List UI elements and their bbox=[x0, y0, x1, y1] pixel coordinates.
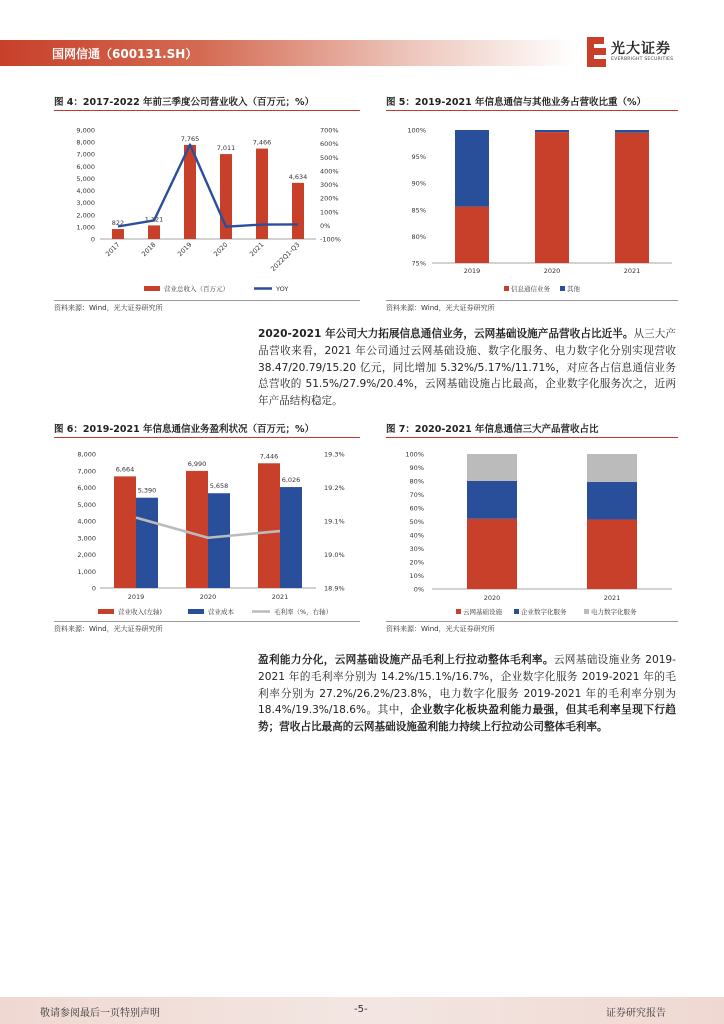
y-axis-tick-label: 80% bbox=[411, 232, 426, 241]
x-axis-tick-label: 2020 bbox=[199, 593, 217, 601]
legend-label-enterprise-digital: 企业数字化服务 bbox=[521, 608, 567, 616]
y2-axis-tick-label: 700% bbox=[320, 126, 339, 135]
bar-segment-other bbox=[615, 130, 649, 133]
bar-data-label: 6,664 bbox=[115, 465, 135, 474]
legend-swatch-power-digital bbox=[584, 609, 589, 614]
legend-label-cost: 营业成本 bbox=[208, 608, 234, 616]
y2-axis-tick-label: 300% bbox=[320, 181, 339, 189]
bar-data-label: 7,466 bbox=[252, 138, 272, 147]
fig6-chart bbox=[54, 440, 364, 620]
y-axis-tick-label: 6,000 bbox=[77, 484, 96, 492]
y-axis-tick-label: 2,000 bbox=[76, 211, 95, 220]
fig5-chart bbox=[386, 112, 678, 302]
x-axis-tick-label: 2021 bbox=[623, 267, 641, 275]
fig6-bottom-rule bbox=[54, 621, 360, 622]
fig7-title-rule bbox=[386, 437, 678, 438]
paragraph-product-revenue-body: 从三大产品营收来看，2021 年公司通过云网基础设施、数字化服务、电力数字化分别实现营收 38.47/20.79/15.20 亿元，同比增加 5.32%/5.17%/11.71%，对应各占信息通信业务总营收的 51.5%/27.9%/20.4%，云网基础设施占比最高，企业数字化服务次之，近两年产品结构稳定。 bbox=[258, 328, 676, 408]
legend-swatch-revenue bbox=[98, 609, 114, 614]
bar-segment-power-digital bbox=[467, 454, 517, 481]
x-axis-tick-label: 2020 bbox=[483, 594, 501, 602]
y2-axis-tick-label: 19.2% bbox=[324, 484, 345, 492]
x-axis-tick-label: 2017 bbox=[104, 240, 122, 259]
x-axis-tick-label: 2019 bbox=[176, 240, 194, 259]
bar-data-label: 822 bbox=[111, 219, 125, 228]
y-axis-tick-label: 7,000 bbox=[77, 467, 96, 476]
bar-segment-power-digital bbox=[587, 454, 637, 482]
fig6-source: 资料来源：Wind，光大证券研究所 bbox=[54, 625, 163, 633]
bar-data-label: 5,390 bbox=[137, 486, 157, 495]
y2-axis-tick-label: 200% bbox=[320, 194, 339, 203]
y-axis-tick-label: 60% bbox=[409, 504, 424, 513]
bar-data-label: 4,634 bbox=[288, 172, 308, 181]
logo-mark-icon bbox=[587, 37, 607, 67]
bar-segment-other bbox=[455, 130, 489, 207]
footer-page-number: -5- bbox=[354, 1004, 368, 1015]
legend-swatch-other bbox=[560, 286, 565, 291]
y2-axis-tick-label: 0% bbox=[320, 221, 331, 230]
y2-axis-tick-label: 18.9% bbox=[324, 584, 345, 593]
logo-text-cn: 光大证券 bbox=[611, 41, 671, 57]
fig7-title: 图 7：2020-2021 年信息通信三大产品营收占比 bbox=[386, 424, 599, 435]
y2-axis-tick-label: 600% bbox=[320, 140, 339, 149]
logo-text-en: EVERBRIGHT SECURITIES bbox=[611, 57, 674, 62]
fig5-source: 资料来源：Wind，光大证券研究所 bbox=[386, 304, 495, 312]
legend-swatch-ict bbox=[504, 286, 509, 291]
fig5-bottom-rule bbox=[386, 300, 678, 301]
y-axis-tick-label: 4,000 bbox=[77, 517, 96, 526]
y-axis-tick-label: 7,000 bbox=[76, 150, 95, 159]
x-axis-tick-label: 2020 bbox=[543, 267, 561, 275]
y-axis-tick-label: 0 bbox=[90, 235, 95, 244]
footer-report-type: 证券研究报告 bbox=[606, 1008, 666, 1019]
bar-cost bbox=[208, 493, 230, 588]
legend-swatch-cost bbox=[188, 609, 204, 614]
line-yoy bbox=[118, 145, 298, 227]
fig7-source: 资料来源：Wind，光大证券研究所 bbox=[386, 625, 495, 633]
y-axis-tick-label: 40% bbox=[409, 531, 424, 540]
y-axis-tick-label: 90% bbox=[411, 179, 426, 188]
y-axis-tick-label: 6,000 bbox=[76, 162, 95, 171]
y-axis-tick-label: 0 bbox=[91, 584, 96, 593]
legend-label-other: 其他 bbox=[567, 285, 580, 293]
y2-axis-tick-label: 400% bbox=[320, 167, 339, 176]
y2-axis-tick-label: 19.1% bbox=[324, 517, 345, 526]
bar-segment-ict bbox=[615, 133, 649, 263]
y-axis-tick-label: 5,000 bbox=[77, 500, 96, 509]
x-axis-tick-label: 2019 bbox=[463, 267, 481, 275]
bar-segment-ict bbox=[535, 132, 569, 263]
bar-segment-ict bbox=[455, 207, 489, 263]
bar-segment-enterprise-digital bbox=[467, 481, 517, 519]
fig4-chart bbox=[54, 112, 364, 302]
bar-cost bbox=[280, 487, 302, 588]
paragraph-product-revenue-lead: 2020-2021 年公司大力拓展信息通信业务，云网基础设施产品营收占比近半。 bbox=[258, 328, 634, 340]
fig5-title: 图 5：2019-2021 年信息通信与其他业务占营收比重（%） bbox=[386, 97, 647, 108]
bar-data-label: 6,990 bbox=[187, 459, 207, 468]
bar-segment-cloud-network bbox=[587, 519, 637, 589]
bar-cost bbox=[136, 498, 158, 588]
y-axis-tick-label: 0% bbox=[413, 585, 424, 594]
y-axis-tick-label: 10% bbox=[409, 572, 424, 580]
bar-revenue bbox=[148, 225, 160, 239]
bar-revenue bbox=[292, 183, 304, 239]
y-axis-tick-label: 3,000 bbox=[77, 534, 96, 543]
x-axis-tick-label: 2018 bbox=[140, 240, 158, 259]
paragraph-profitability bbox=[258, 652, 676, 736]
footer-disclaimer-note: 敬请参阅最后一页特别声明 bbox=[40, 1008, 160, 1019]
y2-axis-tick-label: 100% bbox=[320, 208, 339, 217]
bar-revenue bbox=[186, 471, 208, 588]
x-axis-tick-label: 2022Q1-Q3 bbox=[269, 240, 302, 274]
x-axis-tick-label: 2020 bbox=[212, 240, 230, 259]
bar-revenue bbox=[114, 476, 136, 588]
y-axis-tick-label: 90% bbox=[409, 464, 424, 472]
bar-revenue bbox=[112, 229, 124, 239]
legend-swatch-enterprise-digital bbox=[514, 609, 519, 614]
paragraph-profitability-lead: 盈利能力分化，云网基础设施产品毛利上行拉动整体毛利率。 bbox=[258, 654, 554, 666]
y2-axis-tick-label: 500% bbox=[320, 153, 339, 162]
bar-data-label: 6,026 bbox=[281, 476, 301, 485]
y-axis-tick-label: 100% bbox=[407, 126, 426, 135]
fig4-title: 图 4：2017-2022 年前三季度公司营业收入（百万元；%） bbox=[54, 97, 315, 108]
bar-data-label: 5,658 bbox=[209, 482, 229, 491]
y-axis-tick-label: 8,000 bbox=[77, 450, 96, 459]
y-axis-tick-label: 2,000 bbox=[77, 551, 96, 559]
legend-label-revenue: 营业收入(左轴) bbox=[118, 608, 163, 616]
fig4-bottom-rule bbox=[54, 300, 360, 301]
y-axis-tick-label: 30% bbox=[409, 545, 424, 553]
y-axis-tick-label: 80% bbox=[409, 477, 424, 486]
fig4-source: 资料来源：Wind，光大证券研究所 bbox=[54, 304, 163, 312]
legend-label-cloud-network: 云网基础设施 bbox=[463, 608, 502, 616]
y-axis-tick-label: 9,000 bbox=[76, 126, 95, 135]
y-axis-tick-label: 100% bbox=[405, 450, 424, 459]
y2-axis-tick-label: 19.0% bbox=[324, 551, 345, 559]
fig6-title: 图 6：2019-2021 年信息通信业务盈利状况（百万元；%） bbox=[54, 424, 315, 435]
y-axis-tick-label: 4,000 bbox=[76, 187, 95, 196]
y-axis-tick-label: 95% bbox=[411, 153, 426, 162]
legend-label-margin: 毛利率（%，右轴） bbox=[274, 608, 333, 616]
bar-data-label: 1,121 bbox=[144, 215, 164, 224]
fig6-title-rule bbox=[54, 437, 360, 438]
y-axis-tick-label: 8,000 bbox=[76, 138, 95, 147]
bar-segment-other bbox=[535, 130, 569, 132]
x-axis-tick-label: 2021 bbox=[248, 240, 266, 259]
company-logo bbox=[587, 37, 687, 69]
y-axis-tick-label: 85% bbox=[411, 206, 426, 215]
legend-swatch-revenue bbox=[144, 286, 160, 291]
bar-data-label: 7,446 bbox=[259, 452, 279, 461]
fig7-chart bbox=[386, 440, 678, 620]
y-axis-tick-label: 1,000 bbox=[76, 223, 95, 232]
paragraph-profitability-body: 云网基础设施业务 2019-2021 年的毛利率分别为 14.2%/15.1%/16.7%，企业数字化服务 2019-2021 年的毛利率分别为 27.2%/26.2%/23.8%，电力数字化服务 2019-2021 年的毛利率分别为 18.4%/19.3%/18.6%。其中， bbox=[258, 654, 676, 717]
legend-label-yoy: YOY bbox=[276, 285, 289, 293]
paragraph-profitability-conclusion: 企业数字化板块盈利能力最强，但其毛利率呈现下行趋势；营收占比最高的云网基础设施盈利能力持续上行拉动公司整体毛利率。 bbox=[258, 704, 676, 734]
report-header-title: 国网信通（600131.SH） bbox=[52, 47, 198, 61]
legend-label-ict: 信息通信业务 bbox=[511, 285, 550, 293]
paragraph-product-revenue bbox=[258, 326, 676, 410]
fig5-title-rule bbox=[386, 110, 678, 111]
y-axis-tick-label: 1,000 bbox=[77, 567, 96, 576]
y-axis-tick-label: 75% bbox=[411, 259, 426, 268]
x-axis-tick-label: 2021 bbox=[603, 594, 621, 602]
legend-label-revenue: 营业总收入（百万元） bbox=[164, 285, 229, 293]
y-axis-tick-label: 3,000 bbox=[76, 199, 95, 208]
legend-label-power-digital: 电力数字化服务 bbox=[591, 608, 637, 616]
bar-segment-enterprise-digital bbox=[587, 482, 637, 520]
fig4-title-rule bbox=[54, 110, 360, 111]
y2-axis-tick-label: -100% bbox=[320, 235, 341, 244]
y-axis-tick-label: 5,000 bbox=[76, 174, 95, 183]
bar-revenue bbox=[184, 145, 196, 239]
legend-swatch-cloud-network bbox=[456, 609, 461, 614]
x-axis-tick-label: 2019 bbox=[127, 593, 145, 601]
y-axis-tick-label: 20% bbox=[409, 558, 424, 567]
bar-segment-cloud-network bbox=[467, 519, 517, 589]
fig7-bottom-rule bbox=[386, 621, 678, 622]
bar-data-label: 7,011 bbox=[216, 144, 236, 153]
y-axis-tick-label: 50% bbox=[409, 518, 424, 526]
y2-axis-tick-label: 19.3% bbox=[324, 450, 345, 459]
bar-data-label: 7,765 bbox=[180, 134, 200, 143]
y-axis-tick-label: 70% bbox=[409, 491, 424, 499]
x-axis-tick-label: 2021 bbox=[271, 593, 289, 601]
bar-revenue bbox=[258, 463, 280, 588]
